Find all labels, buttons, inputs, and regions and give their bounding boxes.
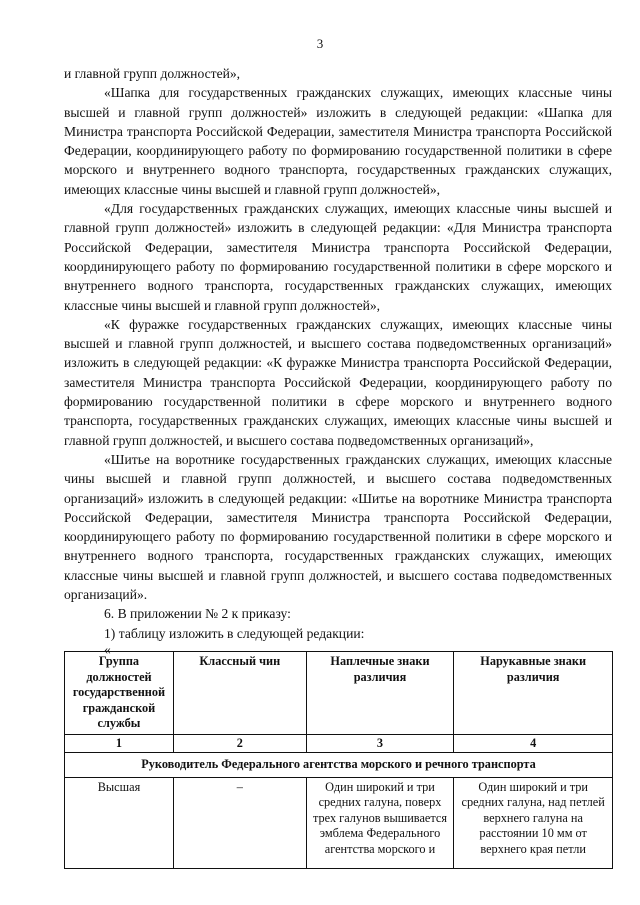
section-row bbox=[65, 753, 613, 778]
table-cell-rank: – bbox=[173, 777, 306, 868]
paragraph: «Для государственных гражданских служащих, имеющих классные чины высшей и главной групп должностей» изложить в следующей редакции: «Для Министра транспорта Российской Федерации, заместителя Министра транспорта Российской Федерации, координирующего работу по формированию государственной политики в сфере морского и внутреннего водного транспорта, государственных гражданских служащих, имеющих классные чины высшей и главной групп должностей», bbox=[64, 201, 612, 313]
table-cell-sleeve-insignia: Один широкий и три средних галуна, над петлей верхнего галуна на расстоянии 10 мм от верхнего края петли bbox=[454, 777, 613, 868]
section-title: Руководитель Федерального агентства морского и речного транспорта bbox=[65, 753, 613, 778]
column-numbers-row bbox=[65, 734, 613, 753]
column-header: Наплечные знаки различия bbox=[306, 652, 454, 735]
table-cell-group: Высшая bbox=[65, 777, 174, 868]
list-item: 6. В приложении № 2 к приказу: bbox=[104, 606, 291, 622]
paragraph: «К фуражке государственных гражданских служащих, имеющих классные чины высшей и главной групп должностей, и высшего состава подведомственных организаций» изложить в следующей редакции: «К фуражке Министра транспорта Российской Федерации, заместителя Министра транспорта Российской Федерации, координирующего работу по формированию государственной политики в сфере морского и внутреннего водного транспорта, государственных гражданских служащих, имеющих классные чины высшей и главной групп должностей, и высшего состава подведомственных организаций», bbox=[64, 316, 612, 448]
list-item: 1) таблицу изложить в следующей редакции: bbox=[104, 625, 365, 641]
column-number: 4 bbox=[454, 734, 613, 753]
column-header: Группа должностей государственной гражданской службы bbox=[65, 652, 174, 735]
column-number: 2 bbox=[173, 734, 306, 753]
paragraph: «Шитье на воротнике государственных гражданских служащих, имеющих классные чины высшей и главной групп должностей, и высшего состава подведомственных организаций» изложить в следующей редакции: «Шитье на воротнике Министра транспорта Российской Федерации, заместителя Министра транспорта Российской Федерации, координирующего работу по формированию государственной политики в сфере морского и внутреннего водного транспорта, государственных гражданских служащих, имеющих классные чины высшей и главной групп должностей, и высшего состава подведомственных организаций». bbox=[64, 451, 612, 603]
insignia-table bbox=[64, 651, 613, 869]
paragraph: «Шапка для государственных гражданских служащих, имеющих классные чины высшей и главной групп должностей» изложить в следующей редакции: «Шапка для Министра транспорта Российской Федерации, заместителя Министра транспорта Российской Федерации, координирующего работу по формированию государственной политики в сфере морского и внутреннего водного транспорта, государственных гражданских служащих, имеющих классные чины высшей и главной групп должностей», bbox=[64, 85, 612, 197]
page-number: 3 bbox=[316, 36, 324, 51]
column-header: Классный чин bbox=[173, 652, 306, 735]
table-cell-shoulder-insignia: Один широкий и три средних галуна, поверх трех галунов вышивается эмблема Федерального агентства морского и bbox=[306, 777, 454, 868]
table-row bbox=[65, 777, 613, 868]
paragraph: и главной групп должностей», bbox=[64, 66, 241, 81]
opening-quote-mark: « bbox=[104, 641, 111, 657]
column-header: Нарукавные знаки различия bbox=[454, 652, 613, 735]
table-header-row bbox=[65, 652, 613, 735]
column-number: 1 bbox=[65, 734, 174, 753]
document-body bbox=[64, 64, 612, 657]
column-number: 3 bbox=[306, 734, 454, 753]
